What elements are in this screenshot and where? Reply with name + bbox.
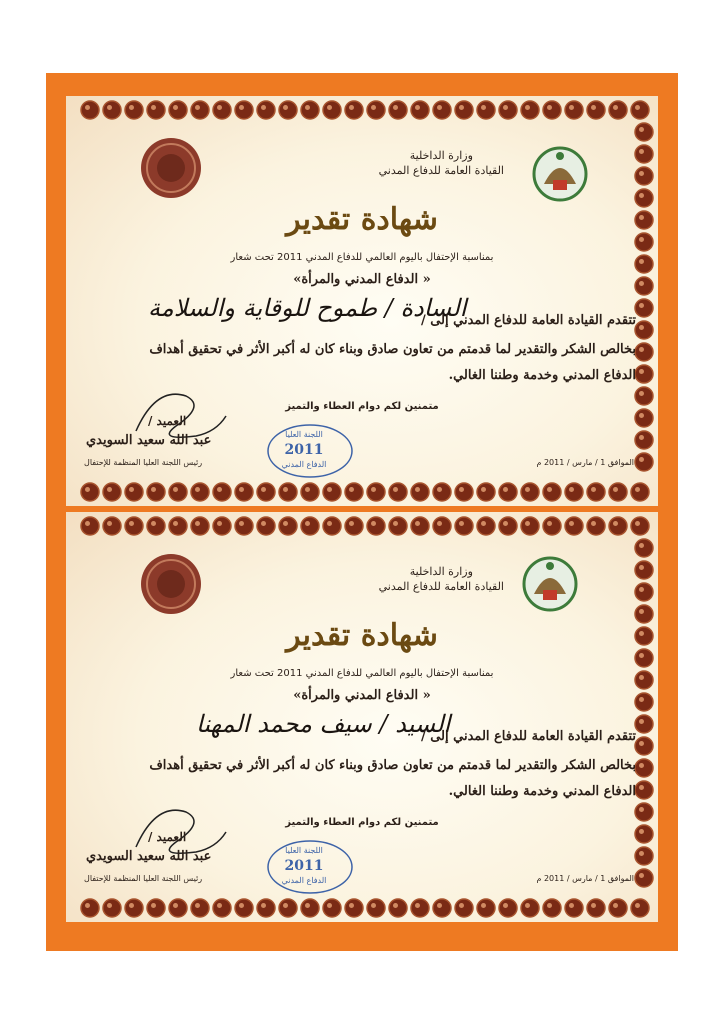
bead-highlight	[547, 521, 552, 526]
certificate-title: شهادة تقدير	[286, 618, 438, 653]
bead-highlight	[415, 521, 420, 526]
bead	[367, 483, 385, 501]
bead	[301, 899, 319, 917]
bead-highlight	[151, 521, 156, 526]
bead	[103, 483, 121, 501]
bead-highlight	[503, 487, 508, 492]
bead	[499, 101, 517, 119]
bead	[543, 517, 561, 535]
bead-highlight	[305, 105, 310, 110]
bead-highlight	[173, 105, 178, 110]
bead-highlight	[569, 521, 574, 526]
bead	[125, 101, 143, 119]
bead-highlight	[371, 903, 376, 908]
bead	[81, 483, 99, 501]
bead	[455, 899, 473, 917]
bead	[499, 899, 517, 917]
bead	[635, 123, 653, 141]
issue-date: الموافق 1 / مارس / 2011 م	[536, 874, 634, 883]
bead-highlight	[195, 521, 200, 526]
bead	[191, 483, 209, 501]
bead-highlight	[639, 413, 644, 418]
bead-highlight	[107, 903, 112, 908]
signatory-title: العميد /	[148, 830, 187, 844]
bead-highlight	[437, 903, 442, 908]
bead-highlight	[305, 521, 310, 526]
bead	[257, 517, 275, 535]
bead	[635, 453, 653, 471]
bead-highlight	[173, 521, 178, 526]
wishes-line: متمنين لكم دوام العطاء والتميز	[285, 817, 439, 828]
bead-highlight	[349, 105, 354, 110]
bead-highlight	[525, 521, 530, 526]
bead-highlight	[639, 543, 644, 548]
bead-highlight	[591, 903, 596, 908]
bead	[521, 517, 539, 535]
bead	[213, 101, 231, 119]
bead	[323, 517, 341, 535]
bead	[631, 101, 649, 119]
bead	[635, 539, 653, 557]
bead-highlight	[639, 149, 644, 154]
bead	[477, 899, 495, 917]
bead-highlight	[639, 435, 644, 440]
bead	[411, 517, 429, 535]
bead	[521, 483, 539, 501]
bead-highlight	[503, 903, 508, 908]
bead	[635, 321, 653, 339]
bead-highlight	[151, 903, 156, 908]
occasion-line: بمناسبة الإحتفال باليوم العالمي للدفاع المدني 2011 تحت شعار	[230, 252, 494, 263]
bead	[499, 517, 517, 535]
bead-highlight	[283, 903, 288, 908]
emblem-icon	[534, 148, 586, 200]
bead-highlight	[639, 785, 644, 790]
bead-highlight	[129, 521, 134, 526]
bead	[81, 101, 99, 119]
bead	[543, 483, 561, 501]
bead	[433, 517, 451, 535]
bead	[543, 101, 561, 119]
bead-highlight	[239, 487, 244, 492]
bead	[389, 483, 407, 501]
bead-highlight	[639, 719, 644, 724]
red-seal	[141, 554, 201, 614]
bead	[279, 517, 297, 535]
bead	[235, 101, 253, 119]
bead-highlight	[239, 903, 244, 908]
bead-highlight	[283, 521, 288, 526]
issue-date: الموافق 1 / مارس / 2011 م	[536, 458, 634, 467]
bead	[635, 145, 653, 163]
bead-highlight	[283, 105, 288, 110]
bead-highlight	[129, 105, 134, 110]
bead	[279, 483, 297, 501]
bead	[477, 517, 495, 535]
certificate-title: شهادة تقدير	[286, 202, 438, 237]
bead-highlight	[635, 903, 640, 908]
bead	[169, 483, 187, 501]
bead-highlight	[481, 903, 486, 908]
bead	[635, 759, 653, 777]
bead-highlight	[85, 903, 90, 908]
bead	[345, 899, 363, 917]
bead	[609, 517, 627, 535]
committee-stamp	[264, 842, 344, 892]
ministry-header: وزارة الداخلية القيادة العامة للدفاع المدني	[378, 565, 504, 593]
occasion-line: بمناسبة الإحتفال باليوم العالمي للدفاع المدني 2011 تحت شعار	[230, 668, 494, 679]
bead-highlight	[349, 903, 354, 908]
bead	[301, 517, 319, 535]
bead	[389, 899, 407, 917]
bead	[543, 899, 561, 917]
bead-highlight	[459, 903, 464, 908]
bead	[257, 101, 275, 119]
bead	[455, 101, 473, 119]
stamp-bottom-text: الدفاع المدني	[281, 876, 327, 885]
bead-highlight	[415, 903, 420, 908]
bead-highlight	[129, 487, 134, 492]
bead-highlight	[437, 521, 442, 526]
bead-highlight	[503, 521, 508, 526]
bead	[345, 101, 363, 119]
bead-highlight	[591, 521, 596, 526]
bead	[635, 847, 653, 865]
honoree-name: السادة / طموح للوقاية والسلامة	[148, 294, 467, 322]
bead	[279, 101, 297, 119]
bead-highlight	[639, 829, 644, 834]
bead-highlight	[173, 903, 178, 908]
bead-highlight	[261, 487, 266, 492]
bead-highlight	[503, 105, 508, 110]
bead-highlight	[371, 487, 376, 492]
bead	[635, 561, 653, 579]
certificate-1	[66, 96, 658, 506]
bead-highlight	[639, 369, 644, 374]
bead-highlight	[639, 325, 644, 330]
signatory-title: العميد /	[148, 414, 187, 428]
bead	[345, 483, 363, 501]
bead-highlight	[107, 521, 112, 526]
ministry-header: وزارة الداخلية القيادة العامة للدفاع المدني	[378, 149, 504, 177]
bead	[587, 517, 605, 535]
bead	[213, 517, 231, 535]
bead	[635, 869, 653, 887]
bead	[301, 101, 319, 119]
bead	[587, 101, 605, 119]
bead	[631, 899, 649, 917]
bead-highlight	[371, 105, 376, 110]
bead-highlight	[327, 105, 332, 110]
bead	[635, 299, 653, 317]
bead	[609, 899, 627, 917]
bead-highlight	[195, 105, 200, 110]
bead-highlight	[459, 105, 464, 110]
bead-highlight	[195, 487, 200, 492]
bead-highlight	[261, 903, 266, 908]
bead-highlight	[525, 105, 530, 110]
bead	[565, 101, 583, 119]
bead	[433, 483, 451, 501]
bead-highlight	[613, 903, 618, 908]
bead-highlight	[613, 105, 618, 110]
bead	[125, 517, 143, 535]
bead-highlight	[107, 105, 112, 110]
bead-highlight	[613, 521, 618, 526]
bead	[455, 483, 473, 501]
bead-highlight	[591, 105, 596, 110]
bead-highlight	[639, 565, 644, 570]
body-line-2: الدفاع المدني وخدمة وطننا الغالي.	[448, 368, 636, 383]
bead	[235, 483, 253, 501]
red-seal	[141, 138, 201, 198]
presents-line: تتقدم القيادة العامة للدفاع المدني إلى /	[420, 729, 636, 744]
bead-highlight	[217, 105, 222, 110]
stamp-year: 2011	[284, 858, 324, 874]
stamp-bottom-text: الدفاع المدني	[281, 460, 327, 469]
bead	[367, 899, 385, 917]
bead-highlight	[613, 487, 618, 492]
bead	[169, 101, 187, 119]
bead	[279, 899, 297, 917]
bead-highlight	[639, 741, 644, 746]
bead-highlight	[437, 105, 442, 110]
bead-highlight	[569, 903, 574, 908]
bead	[635, 167, 653, 185]
bead	[521, 101, 539, 119]
bead-highlight	[481, 105, 486, 110]
bead	[125, 483, 143, 501]
bead	[323, 101, 341, 119]
bead	[521, 899, 539, 917]
bead-highlight	[85, 487, 90, 492]
bead	[499, 483, 517, 501]
bead	[169, 517, 187, 535]
bead	[635, 431, 653, 449]
bead-highlight	[635, 487, 640, 492]
bead	[433, 899, 451, 917]
bead-highlight	[635, 105, 640, 110]
body-line-1: بخالص الشكر والتقدير لما قدمتم من تعاون صادق وبناء كان له أكبر الأثر في تحقيق أهداف	[149, 758, 636, 773]
bead-highlight	[569, 487, 574, 492]
bead-highlight	[639, 763, 644, 768]
bead	[477, 101, 495, 119]
bead-highlight	[547, 105, 552, 110]
bead	[411, 899, 429, 917]
bead-highlight	[85, 521, 90, 526]
bead-highlight	[481, 487, 486, 492]
bead-highlight	[261, 105, 266, 110]
stamp-year: 2011	[284, 442, 324, 458]
wishes-line: متمنين لكم دوام العطاء والتميز	[285, 401, 439, 412]
bead	[257, 483, 275, 501]
bead-highlight	[327, 903, 332, 908]
bead-highlight	[239, 105, 244, 110]
bead-highlight	[239, 521, 244, 526]
bead	[635, 737, 653, 755]
bead-highlight	[305, 487, 310, 492]
bead-highlight	[639, 347, 644, 352]
bead	[389, 101, 407, 119]
bead-highlight	[591, 487, 596, 492]
bead-highlight	[525, 903, 530, 908]
bead-highlight	[195, 903, 200, 908]
bead	[635, 343, 653, 361]
bead-highlight	[639, 609, 644, 614]
bead-highlight	[639, 171, 644, 176]
body-line-1: بخالص الشكر والتقدير لما قدمتم من تعاون صادق وبناء كان له أكبر الأثر في تحقيق أهداف	[149, 342, 636, 357]
bead	[103, 101, 121, 119]
bead	[455, 517, 473, 535]
bead	[147, 101, 165, 119]
honoree-name: السيد / سيف محمد المهنا	[196, 710, 451, 738]
bead-highlight	[261, 521, 266, 526]
bead	[635, 365, 653, 383]
bead	[609, 483, 627, 501]
bead-highlight	[639, 653, 644, 658]
bead	[147, 517, 165, 535]
bead-highlight	[283, 487, 288, 492]
bead	[235, 517, 253, 535]
bead-highlight	[217, 521, 222, 526]
bead-highlight	[327, 487, 332, 492]
presents-line: تتقدم القيادة العامة للدفاع المدني إلى /	[420, 313, 636, 328]
bead-highlight	[393, 105, 398, 110]
bead-highlight	[151, 487, 156, 492]
bead	[631, 483, 649, 501]
bead-highlight	[459, 521, 464, 526]
bead	[635, 781, 653, 799]
bead	[213, 899, 231, 917]
bead-highlight	[639, 851, 644, 856]
bead	[213, 483, 231, 501]
bead-highlight	[393, 487, 398, 492]
bead	[609, 101, 627, 119]
bead	[191, 101, 209, 119]
bead-highlight	[639, 873, 644, 878]
bead-highlight	[639, 807, 644, 812]
bead	[301, 483, 319, 501]
bead-highlight	[107, 487, 112, 492]
bead-highlight	[547, 903, 552, 908]
bead-highlight	[639, 193, 644, 198]
signatory-name: عبد الله سعيد السويدي	[86, 849, 212, 864]
bead	[411, 101, 429, 119]
bead	[103, 899, 121, 917]
bead-highlight	[217, 487, 222, 492]
bead-highlight	[305, 903, 310, 908]
bead-highlight	[481, 521, 486, 526]
emblem-icon	[524, 558, 576, 610]
bead-highlight	[525, 487, 530, 492]
bead	[587, 483, 605, 501]
certificate-2	[66, 512, 658, 922]
bead	[125, 899, 143, 917]
bead	[169, 899, 187, 917]
bead	[367, 517, 385, 535]
bead	[81, 899, 99, 917]
stamp-top-text: اللجنة العليا	[285, 430, 323, 439]
bead-highlight	[639, 457, 644, 462]
bead-highlight	[459, 487, 464, 492]
bead-highlight	[151, 105, 156, 110]
bead-highlight	[349, 521, 354, 526]
bead	[477, 483, 495, 501]
bead-highlight	[639, 391, 644, 396]
bead-highlight	[217, 903, 222, 908]
bead-highlight	[327, 521, 332, 526]
bead-highlight	[349, 487, 354, 492]
slogan: « الدفاع المدني والمرأة»	[293, 688, 431, 703]
bead	[103, 517, 121, 535]
committee-stamp	[264, 426, 344, 476]
bead	[565, 483, 583, 501]
bead-highlight	[569, 105, 574, 110]
bead	[147, 899, 165, 917]
bead-highlight	[639, 237, 644, 242]
bead	[235, 899, 253, 917]
bead	[635, 715, 653, 733]
signatory-role: رئيس اللجنة العليا المنظمة للإحتفال	[84, 874, 203, 883]
bead	[367, 101, 385, 119]
bead-highlight	[371, 521, 376, 526]
bead	[257, 899, 275, 917]
bead	[389, 517, 407, 535]
bead	[191, 517, 209, 535]
bead-highlight	[173, 487, 178, 492]
bead-highlight	[635, 521, 640, 526]
bead-highlight	[415, 105, 420, 110]
bead	[635, 583, 653, 601]
bead-highlight	[129, 903, 134, 908]
bead	[323, 483, 341, 501]
slogan: « الدفاع المدني والمرأة»	[293, 272, 431, 287]
bead	[191, 899, 209, 917]
bead-highlight	[393, 903, 398, 908]
bead	[587, 899, 605, 917]
bead	[565, 517, 583, 535]
bead	[81, 517, 99, 535]
bead	[565, 899, 583, 917]
bead	[147, 483, 165, 501]
signatory-role: رئيس اللجنة العليا المنظمة للإحتفال	[84, 458, 203, 467]
bead-highlight	[639, 303, 644, 308]
body-line-2: الدفاع المدني وخدمة وطننا الغالي.	[448, 784, 636, 799]
bead-highlight	[639, 127, 644, 132]
bead	[411, 483, 429, 501]
bead	[433, 101, 451, 119]
bead	[631, 517, 649, 535]
signatory-name: عبد الله سعيد السويدي	[86, 433, 212, 448]
bead-highlight	[437, 487, 442, 492]
bead-highlight	[547, 487, 552, 492]
stamp-top-text: اللجنة العليا	[285, 846, 323, 855]
bead	[345, 517, 363, 535]
bead-highlight	[393, 521, 398, 526]
bead-highlight	[415, 487, 420, 492]
bead-highlight	[639, 587, 644, 592]
bead-highlight	[85, 105, 90, 110]
bead	[323, 899, 341, 917]
